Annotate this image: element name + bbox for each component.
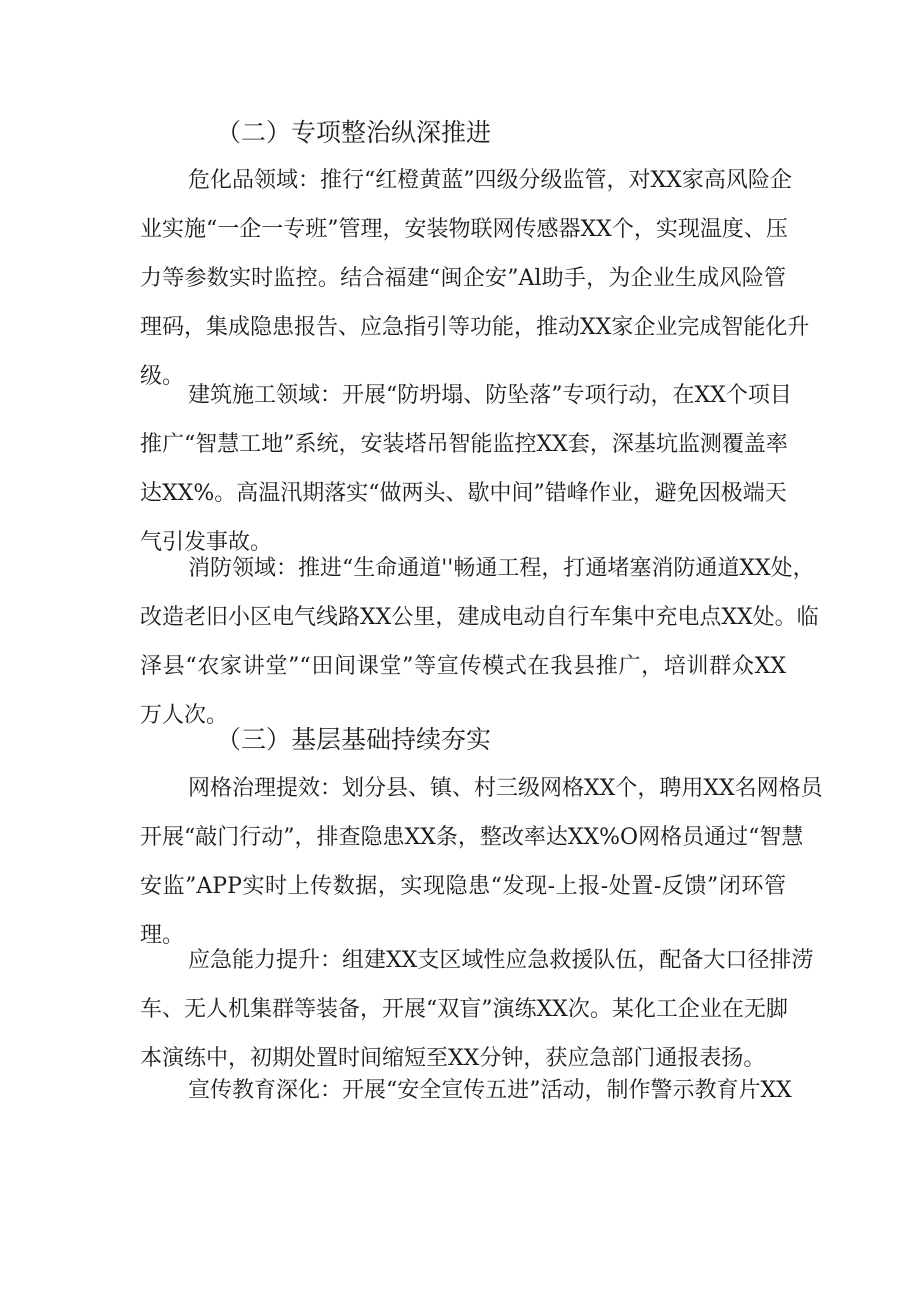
text-line: 理码，集成隐患报告、应急指引等功能，推动XX家企业完成智能化升 xyxy=(140,315,810,340)
text-line: 理。 xyxy=(140,923,185,948)
text-line: 力等参数实时监控。结合福建“闽企安”Al助手，为企业生成风险管 xyxy=(140,266,786,291)
section-heading-3: （三）基层基础持续夯实 xyxy=(216,725,492,754)
text-line: 开展“敲门行动”，排查隐患XX条，整改率达XX%O网格员通过“智慧 xyxy=(140,825,804,850)
paragraph-grid xyxy=(140,764,823,960)
text-line: 建筑施工领域：开展“防坍塌、防坠落”专项行动，在XX个项目 xyxy=(188,383,792,408)
text-line: 安监”APP实时上传数据，实现隐患“发现-上报-处置-反馈”闭环管 xyxy=(140,874,786,899)
paragraph-emergency xyxy=(140,936,814,1083)
text-line: 网格治理提效：划分县、镇、村三级网格XX个，聘用XX名网格员 xyxy=(188,776,823,801)
text-line: 推广“智慧工地”系统，安装塔吊智能监控XX套，深基坑监测覆盖率 xyxy=(140,432,788,457)
text-line: 本演练中，初期处置时间缩短至XX分钟，获应急部门通报表扬。 xyxy=(140,1046,766,1071)
text-line: 级。 xyxy=(140,364,185,389)
text-line: 万人次。 xyxy=(140,703,229,728)
text-line: 气引发事故。 xyxy=(140,530,273,555)
text-line: 泽县“农家讲堂”“田间课堂”等宣传模式在我县推广，培训群众XX xyxy=(140,654,786,679)
text-line: 危化品领域：推行“红橙黄蓝”四级分级监管，对XX家高风险企 xyxy=(188,168,792,193)
text-line: 消防领域：推进“生命通道''畅通工程，打通堵塞消防通道XX处， xyxy=(188,556,815,581)
text-line: 改造老旧小区电气线路XX公里，建成电动自行车集中充电点XX处。临 xyxy=(140,605,819,630)
text-line: 业实施“一企一专班”管理，安装物联网传感器XX个，实现温度、压 xyxy=(140,217,788,242)
text-line: 车、无人机集群等装备，开展“双盲”演练XX次。某化工企业在无脚 xyxy=(140,997,788,1022)
text-line: 达XX%。高温汛期落实“做两头、歇中间”错峰作业，避免因极端天 xyxy=(140,481,787,506)
text-line: 应急能力提升：组建XX支区域性应急救援队伍，配备大口径排涝 xyxy=(188,948,814,973)
paragraph-publicity xyxy=(140,1066,792,1115)
text-line: 宣传教育深化：开展“安全宣传五进”活动，制作警示教育片XX xyxy=(188,1078,792,1103)
paragraph-fire xyxy=(140,544,819,740)
paragraph-hazmat xyxy=(140,156,810,401)
paragraph-construction xyxy=(140,371,792,567)
section-heading-2: （二）专项整治纵深推进 xyxy=(216,118,492,147)
